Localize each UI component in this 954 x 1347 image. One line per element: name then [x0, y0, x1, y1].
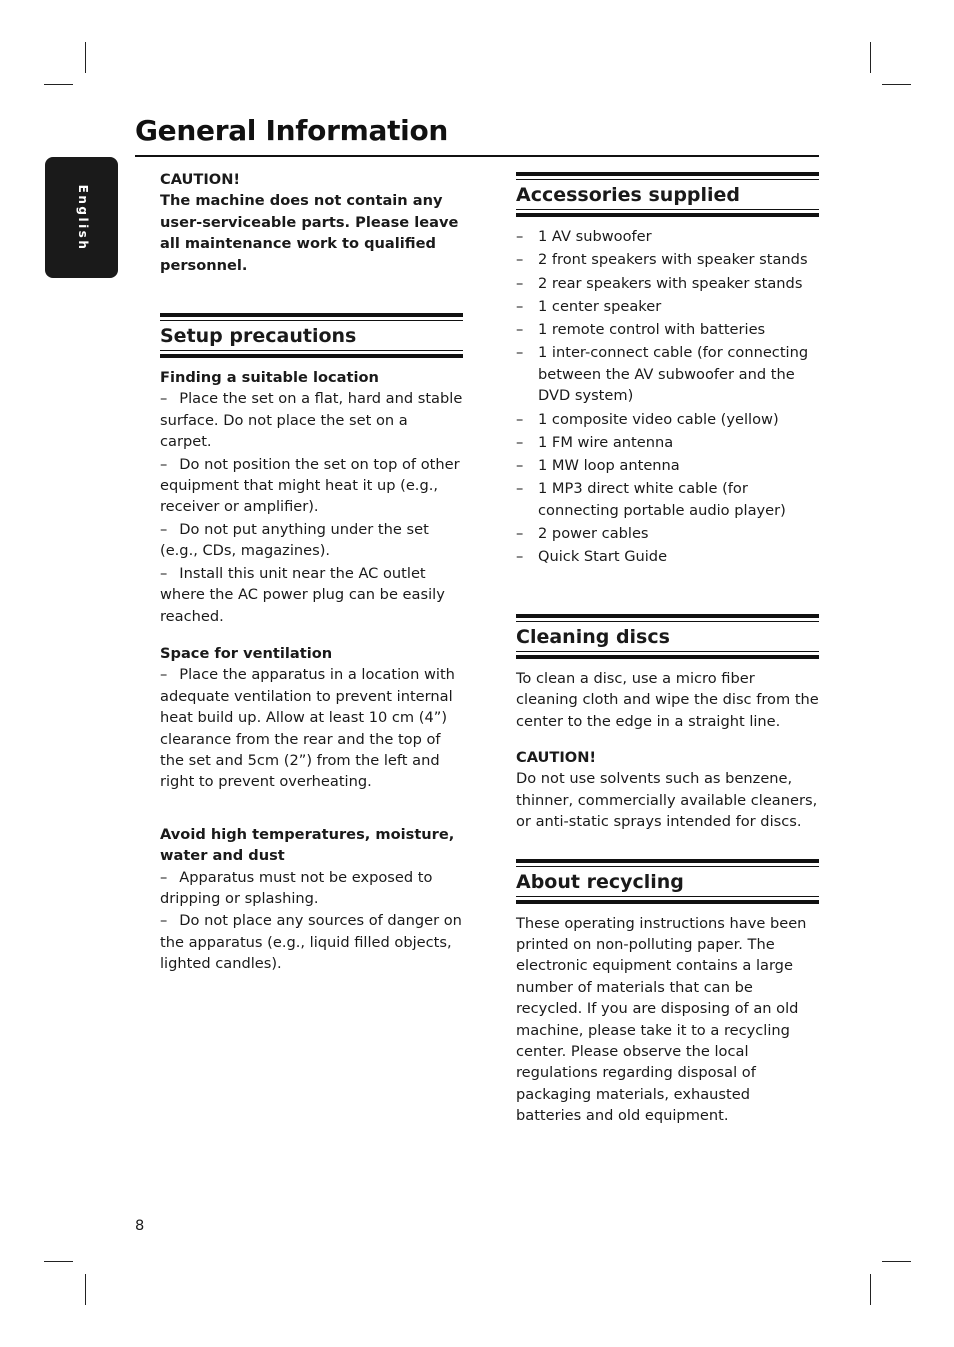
dash-glyph: – — [160, 912, 168, 930]
list-item: – 1 composite video cable (yellow) — [516, 410, 779, 428]
cleaning-section-header — [516, 614, 819, 659]
location-item: – Place the set on a flat, hard and stable surface. Do not place the set on a carpet. — [160, 390, 463, 451]
recycling-section-header — [516, 859, 819, 904]
avoid-subheading: Avoid high temperatures, moisture, water and dust — [160, 825, 455, 865]
avoid-item: – Do not place any sources of danger on the apparatus (e.g., liquid filled objects, lighted candles). — [160, 912, 462, 973]
recycling-text: These operating instructions have been printed on non-polluting paper. The electronic equipment contains a large number of materials that can be recycled. If you are disposing of an old machine, please take it to a recycling center. Please observe the local regulations regarding disposal of packaging materials, exhausted batteries and old equipment. — [516, 914, 807, 1125]
dash-glyph: – — [160, 390, 168, 408]
dash-glyph: – — [160, 868, 168, 886]
list-item: – 2 rear speakers with speaker stands — [516, 274, 803, 292]
setup-heading: Setup precautions — [160, 325, 357, 348]
crop-mark-top-right-horizontal — [882, 84, 911, 85]
page-title: General Information — [135, 114, 449, 147]
crop-mark-bottom-left-horizontal — [44, 1261, 73, 1262]
location-item: – Do not put anything under the set (e.g., CDs, magazines). — [160, 520, 429, 560]
list-item: – 1 MP3 direct white cable (for connecting portable audio player) — [516, 480, 786, 519]
accessories-section-header — [516, 172, 819, 217]
list-item: – 1 remote control with batteries — [516, 321, 766, 339]
setup-section-header — [160, 313, 463, 358]
crop-mark-bottom-left-vertical — [85, 1274, 86, 1305]
language-tab-label: English — [76, 184, 90, 252]
location-subheading: Finding a suitable location — [160, 369, 379, 387]
location-item: – Install this unit near the AC outlet where the AC power plug can be easily reached. — [160, 564, 445, 625]
cleaning-caution-title: CAUTION! — [516, 749, 597, 766]
cleaning-heading: Cleaning discs — [516, 625, 670, 648]
list-item: – Quick Start Guide — [516, 548, 668, 566]
dash-glyph: – — [160, 520, 168, 538]
dash-glyph: – — [160, 455, 168, 473]
list-item: – 2 power cables — [516, 525, 649, 543]
location-item: – Do not position the set on top of other equipment that might heat it up (e.g., receiver or amplifier). — [160, 455, 460, 516]
list-item: – 1 MW loop antenna — [516, 457, 680, 475]
caution-text: The machine does not contain any user-serviceable parts. Please leave all maintenance work to qualified personnel. — [160, 192, 459, 274]
list-item: – 2 front speakers with speaker stands — [516, 251, 808, 269]
dash-glyph: – — [160, 564, 168, 582]
right-column — [516, 172, 819, 1127]
accessories-heading: Accessories supplied — [516, 184, 741, 206]
crop-mark-top-right-vertical — [870, 42, 871, 73]
ventilation-subheading: Space for ventilation — [160, 644, 333, 662]
list-item: – 1 inter-connect cable (for connecting between the AV subwoofer and the DVD system) — [516, 344, 809, 405]
cleaning-text: To clean a disc, use a micro fiber cleaning cloth and wipe the disc from the center to the edge in a straight line. — [516, 669, 819, 730]
recycling-heading: About recycling — [516, 870, 684, 893]
caution-title: CAUTION! — [160, 171, 241, 188]
list-item: – 1 center speaker — [516, 297, 662, 315]
accessories-list — [516, 226, 819, 568]
crop-mark-bottom-right-horizontal — [882, 1261, 911, 1262]
left-column — [160, 169, 463, 976]
crop-mark-top-left-vertical — [85, 42, 86, 73]
list-item: – 1 FM wire antenna — [516, 433, 674, 451]
ventilation-item: – Place the apparatus in a location with adequate ventilation to prevent internal heat build up. Allow at least 10 cm (4”) clearance from the rear and the top of the set and 5cm (2”) from the left and right to prevent overheating. — [160, 666, 455, 791]
dash-glyph: – — [160, 666, 168, 684]
list-item: – 1 AV subwoofer — [516, 228, 652, 245]
page-number: 8 — [135, 1217, 145, 1234]
crop-mark-top-left-horizontal — [44, 84, 73, 85]
avoid-item: – Apparatus must not be exposed to dripping or splashing. — [160, 868, 433, 907]
crop-mark-bottom-right-vertical — [870, 1274, 871, 1305]
cleaning-caution-text: Do not use solvents such as benzene, thinner, commercially available cleaners, or anti-static sprays intended for discs. — [516, 770, 818, 831]
title-rule — [135, 155, 819, 157]
